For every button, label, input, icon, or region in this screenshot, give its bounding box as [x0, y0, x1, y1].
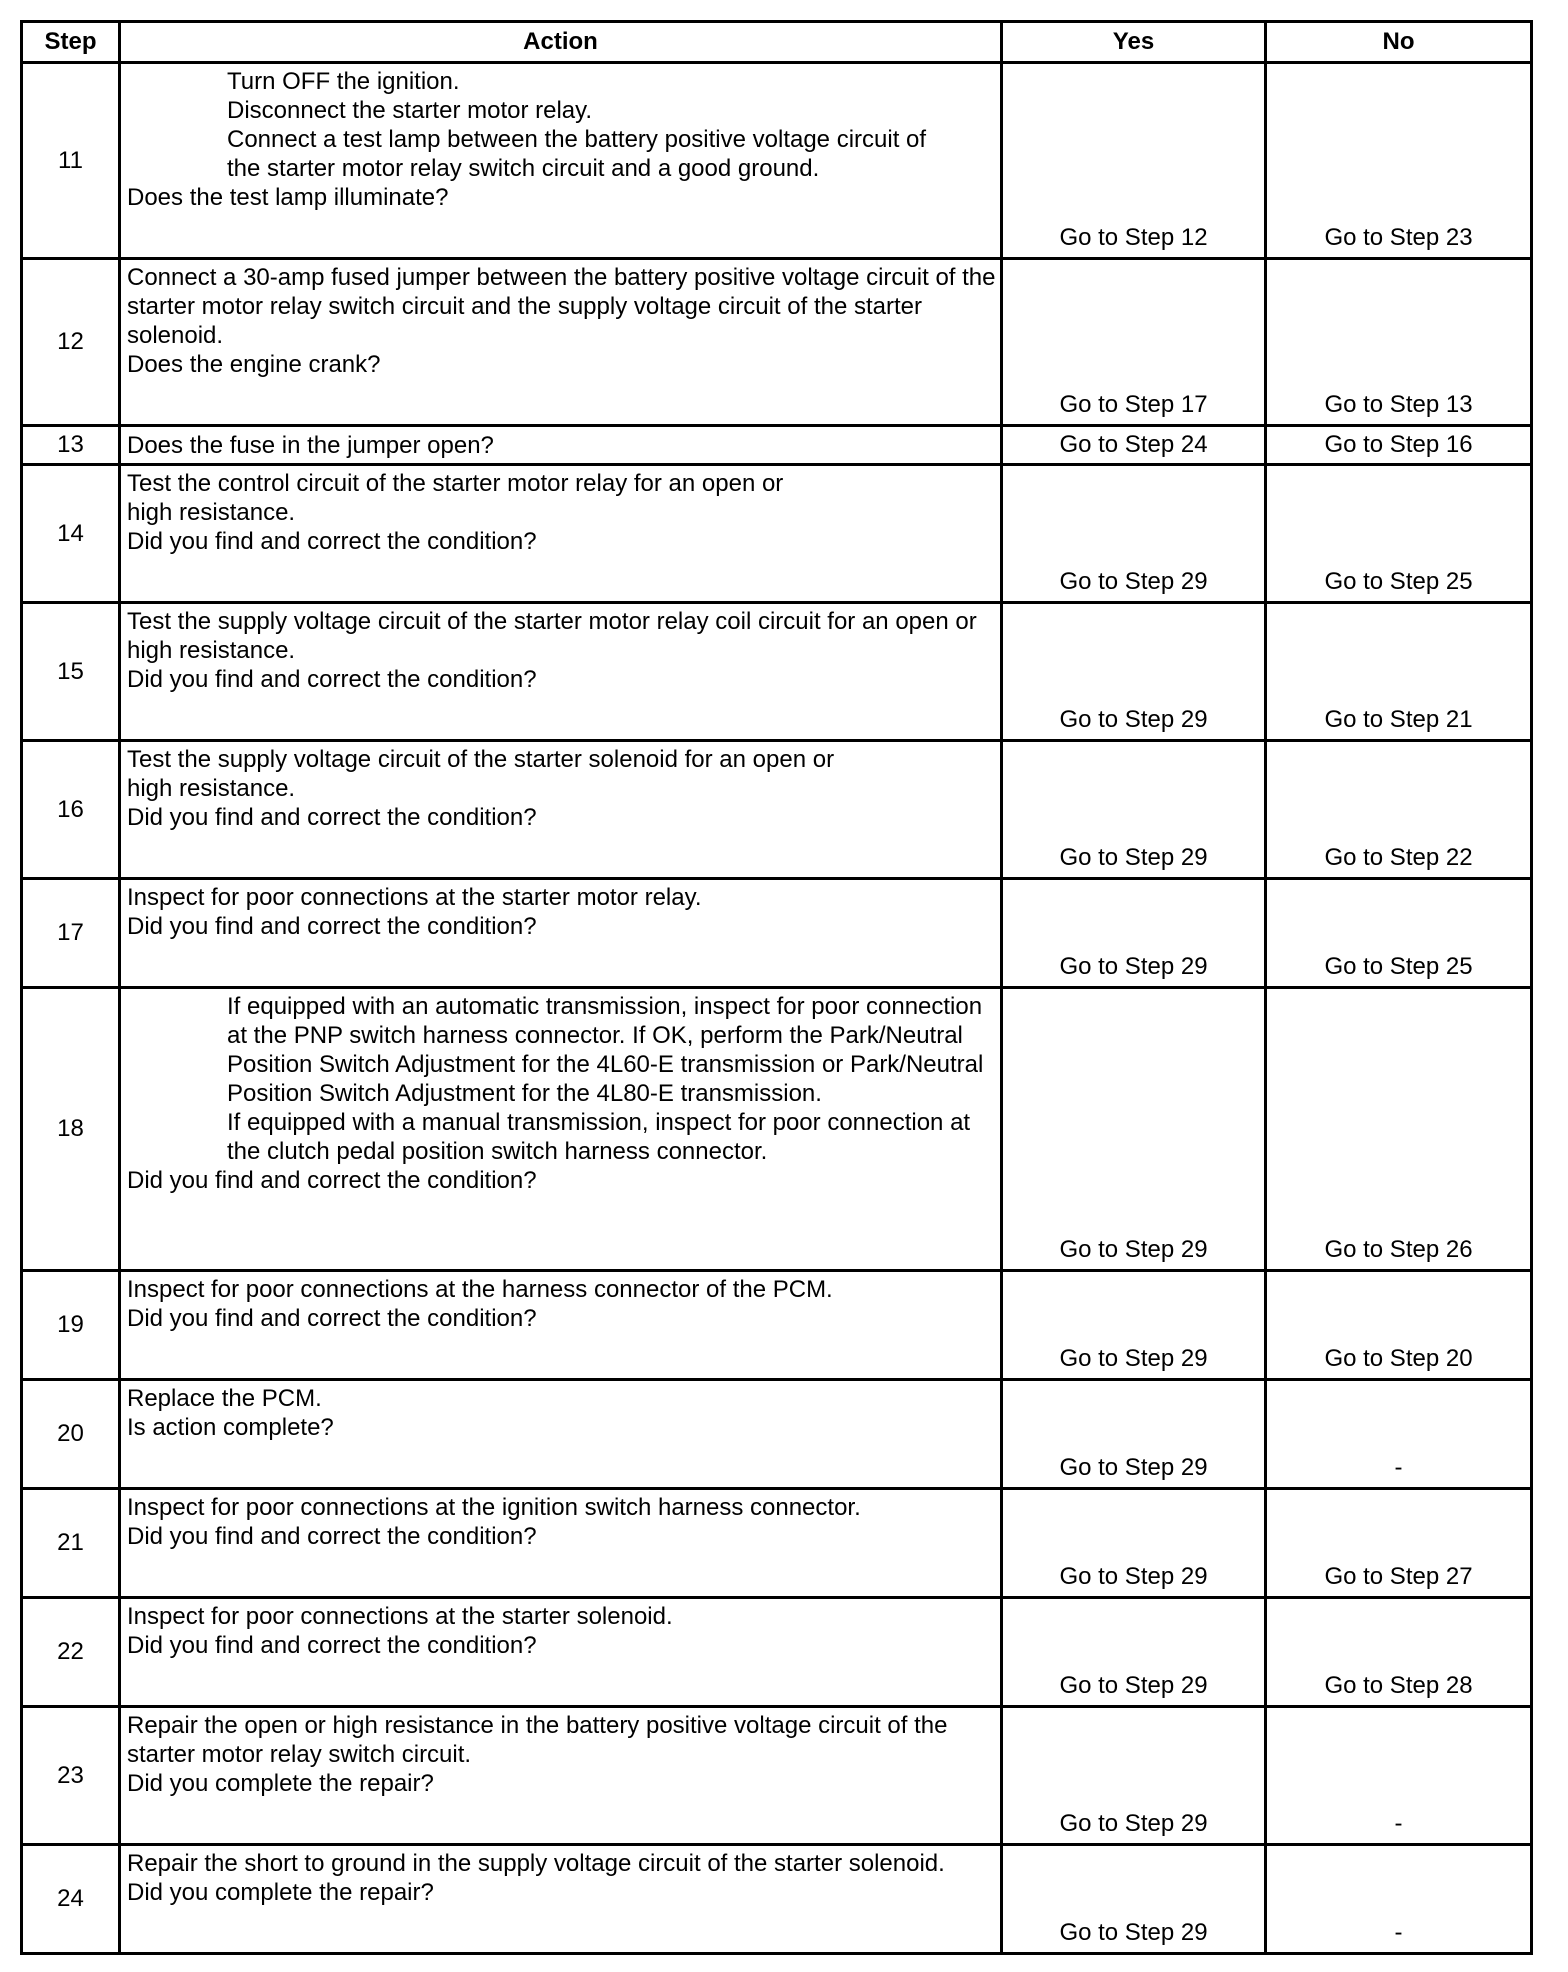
action-line: Test the control circuit of the starter motor relay for an open or high resistance. [127, 470, 784, 526]
table-row-step-14 [22, 465, 1532, 603]
table-row-step-17 [22, 879, 1532, 988]
action-line: Connect a test lamp between the battery positive voltage circuit of the starter motor relay switch circuit and a good ground. [227, 126, 927, 182]
yes-outcome: Go to Step 29 [1002, 988, 1266, 1271]
table-row-step-20 [22, 1380, 1532, 1489]
action-line: Turn OFF the ignition. [227, 68, 460, 95]
table-row-step-19 [22, 1271, 1532, 1380]
action-cell [120, 879, 1002, 988]
action-question: Did you find and correct the condition? [127, 528, 537, 555]
no-outcome: Go to Step 25 [1266, 465, 1532, 603]
step-number: 18 [22, 988, 120, 1271]
action-cell [120, 426, 1002, 465]
step-number: 12 [22, 259, 120, 426]
action-line: If equipped with an automatic transmission, inspect for poor connection at the PNP switch harness connector. If OK, perform the Park/Neutral Position Switch Adjustment for the 4L60-E transmission or Park/Neutral Position Switch Adjustment for the 4L80-E transmission. [227, 993, 984, 1107]
step-number: 23 [22, 1707, 120, 1845]
step-number: 13 [22, 426, 120, 465]
yes-outcome: Go to Step 29 [1002, 879, 1266, 988]
action-cell [120, 1707, 1002, 1845]
yes-outcome: Go to Step 29 [1002, 465, 1266, 603]
action-question: Did you complete the repair? [127, 1879, 434, 1906]
header-no: No [1266, 22, 1532, 63]
action-question: Did you find and correct the condition? [127, 666, 537, 693]
action-cell [120, 741, 1002, 879]
action-line: Repair the open or high resistance in the battery positive voltage circuit of the starter motor relay switch circuit. [127, 1712, 948, 1768]
yes-outcome: Go to Step 17 [1002, 259, 1266, 426]
no-outcome: Go to Step 27 [1266, 1489, 1532, 1598]
no-outcome: Go to Step 22 [1266, 741, 1532, 879]
action-line: Test the supply voltage circuit of the starter motor relay coil circuit for an open or high resistance. [127, 608, 977, 664]
action-question: Did you find and correct the condition? [127, 1632, 537, 1659]
action-line: Inspect for poor connections at the harness connector of the PCM. [127, 1276, 833, 1303]
action-line: Test the supply voltage circuit of the starter solenoid for an open or high resistance. [127, 746, 835, 802]
action-question: Does the engine crank? [127, 351, 381, 378]
yes-outcome: Go to Step 29 [1002, 603, 1266, 741]
action-cell [120, 1489, 1002, 1598]
table-row-step-12 [22, 259, 1532, 426]
table-row-step-21 [22, 1489, 1532, 1598]
action-line: Inspect for poor connections at the starter motor relay. [127, 884, 702, 911]
yes-outcome: Go to Step 29 [1002, 1271, 1266, 1380]
action-question: Did you complete the repair? [127, 1770, 434, 1797]
action-question: Did you find and correct the condition? [127, 1523, 537, 1550]
yes-outcome: Go to Step 24 [1002, 426, 1266, 465]
action-question: Is action complete? [127, 1414, 334, 1441]
action-question: Did you find and correct the condition? [127, 1305, 537, 1332]
action-line: Replace the PCM. [127, 1385, 322, 1412]
no-outcome: Go to Step 26 [1266, 988, 1532, 1271]
no-outcome: Go to Step 16 [1266, 426, 1532, 465]
action-question: Did you find and correct the condition? [127, 804, 537, 831]
step-number: 15 [22, 603, 120, 741]
table-row-step-11 [22, 63, 1532, 259]
yes-outcome: Go to Step 29 [1002, 1380, 1266, 1489]
no-outcome: - [1266, 1845, 1532, 1954]
header-action: Action [120, 22, 1002, 63]
action-question: Did you find and correct the condition? [127, 1167, 537, 1194]
step-number: 20 [22, 1380, 120, 1489]
action-line: Repair the short to ground in the supply voltage circuit of the starter solenoid. [127, 1850, 945, 1877]
no-outcome: - [1266, 1707, 1532, 1845]
step-number: 24 [22, 1845, 120, 1954]
action-line: Connect a 30-amp fused jumper between the battery positive voltage circuit of the starter motor relay switch circuit and the supply voltage circuit of the starter solenoid. [127, 264, 996, 349]
no-outcome: Go to Step 28 [1266, 1598, 1532, 1707]
table-row-step-16 [22, 741, 1532, 879]
yes-outcome: Go to Step 29 [1002, 1598, 1266, 1707]
action-cell [120, 988, 1002, 1271]
table-row-step-23 [22, 1707, 1532, 1845]
table-row-step-15 [22, 603, 1532, 741]
step-number: 16 [22, 741, 120, 879]
action-cell [120, 63, 1002, 259]
table-row-step-24 [22, 1845, 1532, 1954]
diagnostic-steps-table [20, 20, 1533, 1955]
diagnostic-table-page [20, 20, 1530, 1955]
header-step: Step [22, 22, 120, 63]
step-number: 17 [22, 879, 120, 988]
action-cell [120, 1845, 1002, 1954]
action-cell [120, 1598, 1002, 1707]
no-outcome: Go to Step 13 [1266, 259, 1532, 426]
action-cell [120, 465, 1002, 603]
yes-outcome: Go to Step 29 [1002, 1845, 1266, 1954]
action-cell [120, 1271, 1002, 1380]
action-line: Disconnect the starter motor relay. [227, 97, 593, 124]
no-outcome: Go to Step 25 [1266, 879, 1532, 988]
yes-outcome: Go to Step 29 [1002, 1489, 1266, 1598]
table-header-row [22, 22, 1532, 63]
no-outcome: - [1266, 1380, 1532, 1489]
no-outcome: Go to Step 21 [1266, 603, 1532, 741]
no-outcome: Go to Step 20 [1266, 1271, 1532, 1380]
action-question: Does the test lamp illuminate? [127, 184, 449, 211]
action-cell [120, 259, 1002, 426]
yes-outcome: Go to Step 29 [1002, 1707, 1266, 1845]
step-number: 22 [22, 1598, 120, 1707]
action-line: Inspect for poor connections at the starter solenoid. [127, 1603, 673, 1630]
step-number: 19 [22, 1271, 120, 1380]
action-line: If equipped with a manual transmission, inspect for poor connection at the clutch pedal position switch harness connector. [227, 1109, 971, 1165]
step-number: 21 [22, 1489, 120, 1598]
step-number: 14 [22, 465, 120, 603]
header-yes: Yes [1002, 22, 1266, 63]
table-row-step-22 [22, 1598, 1532, 1707]
action-cell [120, 603, 1002, 741]
table-row-step-18 [22, 988, 1532, 1271]
yes-outcome: Go to Step 29 [1002, 741, 1266, 879]
action-cell [120, 1380, 1002, 1489]
action-question: Did you find and correct the condition? [127, 913, 537, 940]
table-row-step-13 [22, 426, 1532, 465]
action-line: Inspect for poor connections at the ignition switch harness connector. [127, 1494, 861, 1521]
action-question: Does the fuse in the jumper open? [127, 431, 494, 459]
no-outcome: Go to Step 23 [1266, 63, 1532, 259]
step-number: 11 [22, 63, 120, 259]
yes-outcome: Go to Step 12 [1002, 63, 1266, 259]
